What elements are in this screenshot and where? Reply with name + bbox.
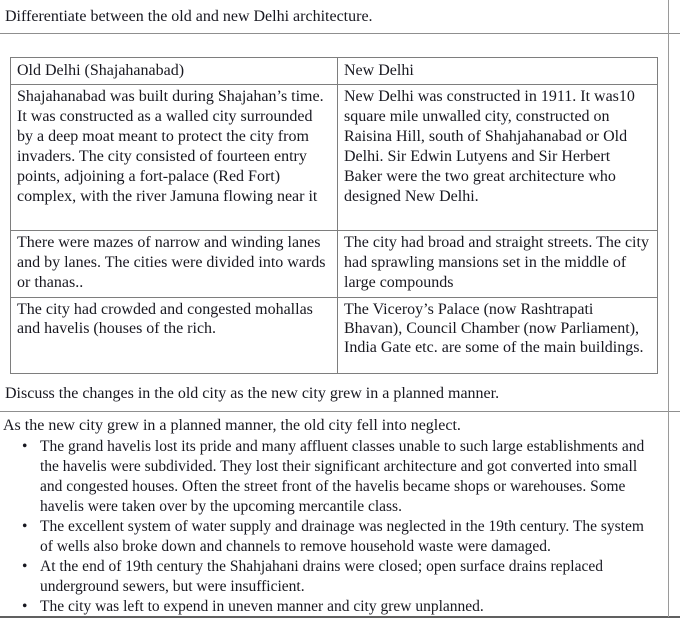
table-cell-old-delhi-buildings: The city had crowded and congested mohallas and havelis (houses of the rich. bbox=[11, 298, 338, 374]
question-1: Differentiate between the old and new Delhi architecture. bbox=[5, 8, 373, 25]
table-header-new-delhi: New Delhi bbox=[338, 58, 658, 85]
list-item bbox=[20, 517, 660, 557]
table-header-old-delhi: Old Delhi (Shajahanabad) bbox=[11, 58, 338, 85]
table-row bbox=[11, 298, 658, 374]
answer-intro: As the new city grew in a planned manner, the old city fell into neglect. bbox=[3, 417, 461, 434]
table-cell-new-delhi-buildings: The Viceroy’s Palace (now Rashtrapati Bhavan), Council Chamber (now Parliament), India Gate etc. are some of the main buildings. bbox=[338, 298, 658, 374]
horizontal-divider-bottom bbox=[0, 616, 680, 618]
list-item bbox=[20, 437, 660, 517]
table-row bbox=[11, 85, 658, 231]
page-right-border bbox=[668, 0, 669, 617]
bullet-text-drains: At the end of 19th century the Shahjahani drains were closed; open surface drains replaced underground sewers, but were insufficient. bbox=[40, 558, 603, 595]
table-cell-old-delhi-streets: There were mazes of narrow and winding lanes and by lanes. The cities were divided into wards or thanas.. bbox=[11, 231, 338, 298]
table-header-row bbox=[11, 58, 658, 85]
horizontal-divider-top bbox=[0, 33, 680, 34]
table-cell-new-delhi-history: New Delhi was constructed in 1911. It was10 square mile unwalled city, constructed on Raisina Hill, south of Shahjahanabad or Old Delhi. Sir Edwin Lutyens and Sir Herbert Baker were the two great architecture who designed New Delhi. bbox=[338, 85, 658, 231]
table-cell-old-delhi-history: Shajahanabad was built during Shajahan’s time. It was constructed as a walled city surrounded by a deep moat meant to protect the city from invaders. The city consisted of fourteen entry points, adjoining a fort-palace (Red Fort) complex, with the river Jamuna flowing near it bbox=[11, 85, 338, 231]
table-cell-new-delhi-streets: The city had broad and straight streets. The city had sprawling mansions set in the middle of large compounds bbox=[338, 231, 658, 298]
bullet-icon: • bbox=[22, 598, 28, 615]
list-item bbox=[20, 557, 660, 597]
bullet-icon: • bbox=[22, 438, 28, 455]
comparison-table bbox=[10, 57, 658, 374]
bullet-icon: • bbox=[22, 518, 28, 535]
list-item bbox=[20, 597, 660, 617]
bullet-icon: • bbox=[22, 558, 28, 575]
bullet-text-unplanned-growth: The city was left to expend in uneven manner and city grew unplanned. bbox=[40, 598, 484, 615]
bullet-text-havelis: The grand havelis lost its pride and many affluent classes unable to such large establishments and the havelis were subdivided. They lost their significant architecture and got converted into small and congested houses. Often the street front of the havelis became shops or warehouses. Some havelis were taken over by the upcoming mercantile class. bbox=[40, 438, 645, 515]
question-2: Discuss the changes in the old city as the new city grew in a planned manner. bbox=[5, 385, 500, 402]
table-row bbox=[11, 231, 658, 298]
answer-bullet-list bbox=[20, 437, 660, 617]
horizontal-divider-middle bbox=[0, 411, 680, 412]
bullet-text-water-supply: The excellent system of water supply and drainage was neglected in the 19th century. The system of wells also broke down and channels to remove household waste were damaged. bbox=[40, 518, 644, 555]
